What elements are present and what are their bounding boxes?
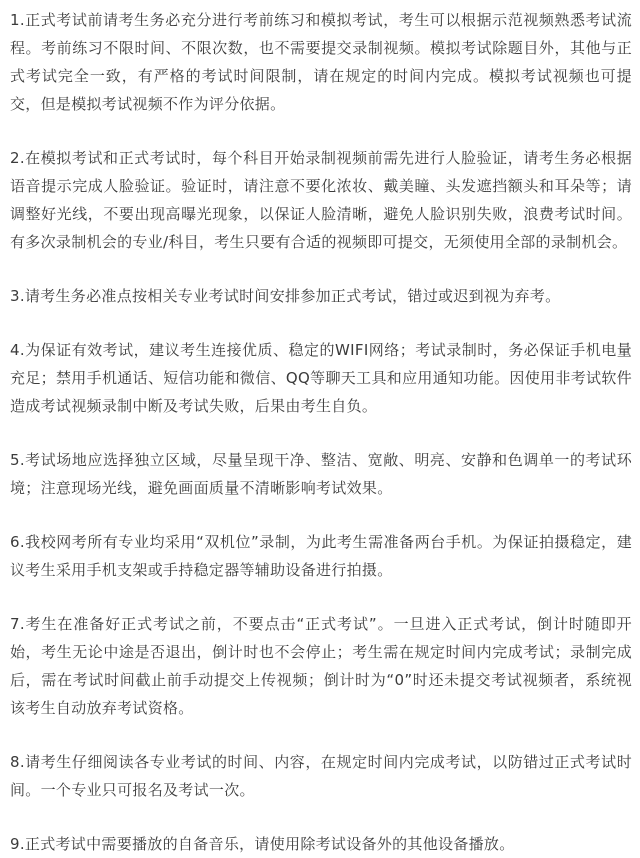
paragraph-2: 2.在模拟考试和正式考试时，每个科目开始录制视频前需先进行人脸验证，请考生务必根据语音提示完成人脸验证。验证时，请注意不要化浓妆、戴美瞳、头发遮挡额头和耳朵等；请调整好光线，不要出现高曝光现象，以保证人脸清晰，避免人脸识别失败，浪费考试时间。有多次录制机会的专业/科目，考生只要有合适的视频即可提交，无须使用全部的录制机会。 bbox=[10, 149, 632, 251]
paragraph-8: 8.请考生仔细阅读各专业考试的时间、内容，在规定时间内完成考试，以防错过正式考试时间。一个专业只可报名及考试一次。 bbox=[10, 753, 632, 799]
paragraph-7: 7.考生在准备好正式考试之前，不要点击“正式考试”。一旦进入正式考试，倒计时随即开始，考生无论中途是否退出，倒计时也不会停止；考生需在规定时间内完成考试；录制完成后，需在考试时间截止前手动提交上传视频；倒计时为“0”时还未提交考试视频者，系统视该考生自动放弃考试资格。 bbox=[10, 615, 632, 717]
paragraph-5: 5.考试场地应选择独立区域，尽量呈现干净、整洁、宽敞、明亮、安静和色调单一的考试环境；注意现场光线，避免画面质量不清晰影响考试效果。 bbox=[10, 451, 632, 497]
paragraph-6: 6.我校网考所有专业均采用“双机位”录制，为此考生需准备两台手机。为保证拍摄稳定，建议考生采用手机支架或手持稳定器等辅助设备进行拍摄。 bbox=[10, 533, 632, 579]
paragraph-3: 3.请考生务必准点按相关专业考试时间安排参加正式考试，错过或迟到视为弃考。 bbox=[10, 287, 561, 305]
paragraph-9: 9.正式考试中需要播放的自备音乐，请使用除考试设备外的其他设备播放。 bbox=[10, 835, 515, 853]
paragraph-1: 1.正式考试前请考生务必充分进行考前练习和模拟考试，考生可以根据示范视频熟悉考试流程。考前练习不限时间、不限次数，也不需要提交录制视频。模拟考试除题目外，其他与正式考试完全一致，有严格的考试时间限制，请在规定的时间内完成。模拟考试视频也可提交，但是模拟考试视频不作为评分依据。 bbox=[10, 11, 632, 113]
paragraph-4: 4.为保证有效考试，建议考生连接优质、稳定的WIFI网络；考试录制时，务必保证手机电量充足；禁用手机通话、短信功能和微信、QQ等聊天工具和应用通知功能。因使用非考试软件造成考试视频录制中断及考试失败，后果由考生自负。 bbox=[10, 341, 632, 415]
